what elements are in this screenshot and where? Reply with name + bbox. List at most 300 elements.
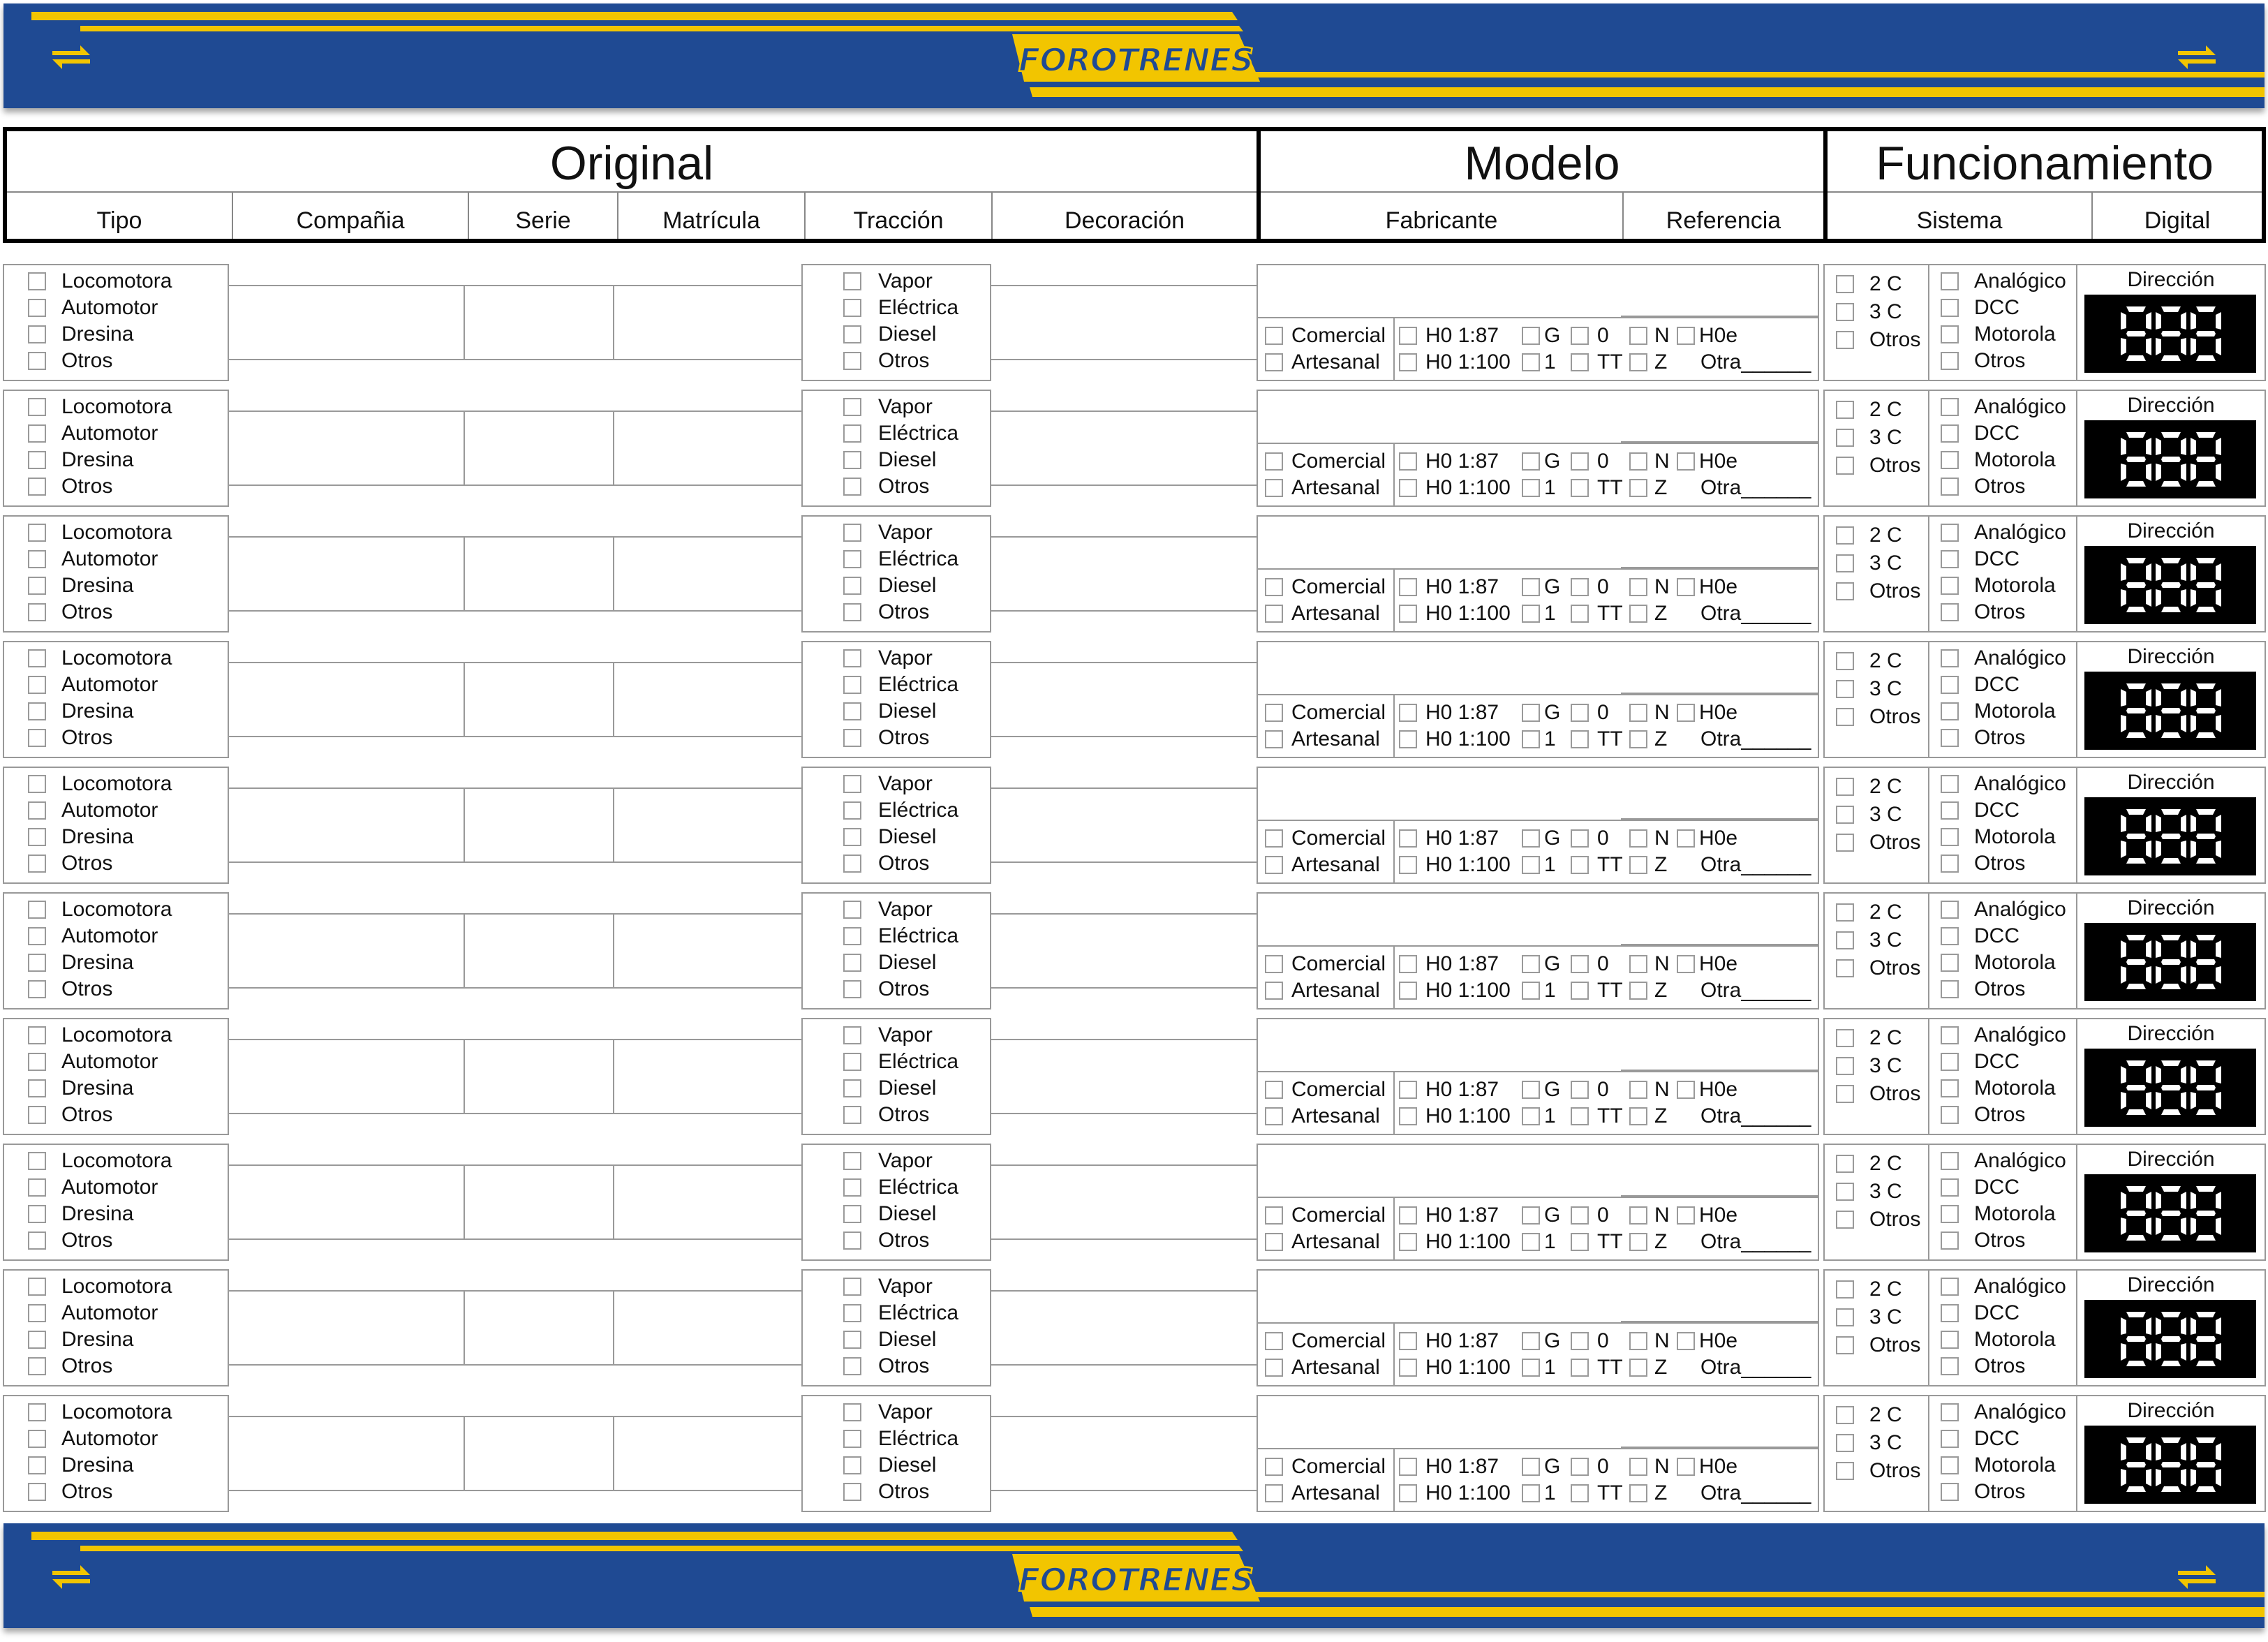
digital-checkbox[interactable] — [1941, 1205, 1959, 1223]
referencia-field[interactable] — [1620, 390, 1819, 443]
digital-checkbox[interactable] — [1941, 299, 1959, 317]
traccion-checkbox[interactable] — [843, 1079, 861, 1097]
address-display[interactable] — [2084, 420, 2256, 498]
escala-checkbox[interactable] — [1571, 856, 1589, 874]
sistema-checkbox[interactable] — [1836, 931, 1854, 949]
compania-field[interactable] — [228, 1164, 465, 1240]
traccion-checkbox[interactable] — [843, 1278, 861, 1296]
fabricante-field[interactable] — [1257, 641, 1621, 695]
tipo-checkbox[interactable] — [28, 1430, 46, 1448]
fabricante-field[interactable] — [1257, 264, 1621, 318]
escala-checkbox[interactable] — [1399, 982, 1417, 1000]
escala-checkbox[interactable] — [1629, 704, 1647, 722]
sistema-checkbox[interactable] — [1836, 652, 1854, 670]
escala-checkbox[interactable] — [1399, 353, 1417, 371]
sistema-checkbox[interactable] — [1836, 680, 1854, 698]
referencia-field[interactable] — [1620, 1395, 1819, 1448]
escala-checkbox[interactable] — [1399, 856, 1417, 874]
escala-checkbox[interactable] — [1522, 955, 1540, 973]
digital-checkbox[interactable] — [1941, 325, 1959, 343]
tipo-checkbox[interactable] — [28, 1304, 46, 1322]
decoracion-field[interactable] — [990, 1290, 1258, 1366]
traccion-checkbox[interactable] — [843, 1331, 861, 1349]
escala-checkbox[interactable] — [1522, 730, 1540, 748]
digital-checkbox[interactable] — [1941, 901, 1959, 919]
escala-checkbox[interactable] — [1571, 1458, 1589, 1476]
traccion-checkbox[interactable] — [843, 676, 861, 694]
origen-checkbox[interactable] — [1265, 1081, 1283, 1099]
escala-checkbox[interactable] — [1399, 452, 1417, 471]
sistema-checkbox[interactable] — [1836, 303, 1854, 321]
escala-checkbox[interactable] — [1571, 1332, 1589, 1350]
serie-field[interactable] — [464, 285, 614, 360]
tipo-checkbox[interactable] — [28, 603, 46, 621]
digital-checkbox[interactable] — [1941, 1456, 1959, 1474]
sistema-checkbox[interactable] — [1836, 1462, 1854, 1480]
escala-checkbox[interactable] — [1522, 1332, 1540, 1350]
traccion-checkbox[interactable] — [843, 980, 861, 998]
digital-checkbox[interactable] — [1941, 550, 1959, 568]
escala-checkbox[interactable] — [1629, 479, 1647, 497]
digital-checkbox[interactable] — [1941, 1053, 1959, 1071]
origen-checkbox[interactable] — [1265, 1332, 1283, 1350]
traccion-checkbox[interactable] — [843, 1357, 861, 1375]
tipo-checkbox[interactable] — [28, 1456, 46, 1474]
sistema-checkbox[interactable] — [1836, 806, 1854, 824]
matricula-field[interactable] — [613, 536, 803, 612]
tipo-checkbox[interactable] — [28, 1483, 46, 1501]
tipo-checkbox[interactable] — [28, 1079, 46, 1097]
traccion-checkbox[interactable] — [843, 325, 861, 343]
escala-checkbox[interactable] — [1629, 327, 1647, 345]
escala-checkbox[interactable] — [1629, 856, 1647, 874]
escala-checkbox[interactable] — [1629, 1206, 1647, 1225]
origen-checkbox[interactable] — [1265, 1359, 1283, 1377]
escala-checkbox[interactable] — [1571, 452, 1589, 471]
tipo-checkbox[interactable] — [28, 954, 46, 972]
compania-field[interactable] — [228, 913, 465, 989]
escala-checkbox[interactable] — [1677, 1081, 1695, 1099]
tipo-checkbox[interactable] — [28, 980, 46, 998]
compania-field[interactable] — [228, 1416, 465, 1491]
referencia-field[interactable] — [1620, 1018, 1819, 1071]
escala-checkbox[interactable] — [1522, 1233, 1540, 1251]
escala-checkbox[interactable] — [1522, 982, 1540, 1000]
digital-checkbox[interactable] — [1941, 1331, 1959, 1349]
tipo-checkbox[interactable] — [28, 1026, 46, 1044]
referencia-field[interactable] — [1620, 1269, 1819, 1322]
tipo-checkbox[interactable] — [28, 550, 46, 568]
escala-checkbox[interactable] — [1522, 479, 1540, 497]
compania-field[interactable] — [228, 410, 465, 486]
digital-checkbox[interactable] — [1941, 478, 1959, 496]
traccion-checkbox[interactable] — [843, 1106, 861, 1124]
digital-checkbox[interactable] — [1941, 927, 1959, 945]
sistema-checkbox[interactable] — [1836, 708, 1854, 726]
decoracion-field[interactable] — [990, 1164, 1258, 1240]
escala-checkbox[interactable] — [1399, 605, 1417, 623]
tipo-checkbox[interactable] — [28, 352, 46, 370]
address-display[interactable] — [2084, 1049, 2256, 1127]
digital-checkbox[interactable] — [1941, 272, 1959, 290]
sistema-checkbox[interactable] — [1836, 834, 1854, 852]
origen-checkbox[interactable] — [1265, 955, 1283, 973]
digital-checkbox[interactable] — [1941, 424, 1959, 443]
fabricante-field[interactable] — [1257, 1269, 1621, 1324]
tipo-checkbox[interactable] — [28, 801, 46, 820]
digital-checkbox[interactable] — [1941, 1079, 1959, 1097]
address-display[interactable] — [2084, 546, 2256, 624]
tipo-checkbox[interactable] — [28, 1357, 46, 1375]
tipo-checkbox[interactable] — [28, 702, 46, 720]
escala-checkbox[interactable] — [1399, 1332, 1417, 1350]
sistema-checkbox[interactable] — [1836, 1406, 1854, 1424]
traccion-checkbox[interactable] — [843, 855, 861, 873]
origen-checkbox[interactable] — [1265, 1484, 1283, 1502]
traccion-checkbox[interactable] — [843, 272, 861, 290]
compania-field[interactable] — [228, 787, 465, 863]
digital-checkbox[interactable] — [1941, 676, 1959, 694]
tipo-checkbox[interactable] — [28, 398, 46, 416]
address-display[interactable] — [2084, 1300, 2256, 1378]
matricula-field[interactable] — [613, 1039, 803, 1114]
traccion-checkbox[interactable] — [843, 1178, 861, 1197]
sistema-checkbox[interactable] — [1836, 401, 1854, 419]
sistema-checkbox[interactable] — [1836, 1434, 1854, 1452]
address-display[interactable] — [2084, 672, 2256, 750]
escala-checkbox[interactable] — [1522, 856, 1540, 874]
fabricante-field[interactable] — [1257, 1395, 1621, 1449]
compania-field[interactable] — [228, 285, 465, 360]
sistema-checkbox[interactable] — [1836, 526, 1854, 545]
decoracion-field[interactable] — [990, 1416, 1258, 1491]
traccion-checkbox[interactable] — [843, 299, 861, 317]
sistema-checkbox[interactable] — [1836, 1211, 1854, 1229]
digital-checkbox[interactable] — [1941, 702, 1959, 720]
escala-checkbox[interactable] — [1522, 578, 1540, 596]
decoracion-field[interactable] — [990, 410, 1258, 486]
fabricante-field[interactable] — [1257, 515, 1621, 570]
digital-checkbox[interactable] — [1941, 980, 1959, 998]
referencia-field[interactable] — [1620, 767, 1819, 820]
traccion-checkbox[interactable] — [843, 1232, 861, 1250]
fabricante-field[interactable] — [1257, 1018, 1621, 1072]
sistema-checkbox[interactable] — [1836, 959, 1854, 977]
escala-checkbox[interactable] — [1522, 1206, 1540, 1225]
sistema-checkbox[interactable] — [1836, 1308, 1854, 1326]
sistema-checkbox[interactable] — [1836, 1155, 1854, 1173]
digital-checkbox[interactable] — [1941, 524, 1959, 542]
fabricante-field[interactable] — [1257, 892, 1621, 947]
digital-checkbox[interactable] — [1941, 1483, 1959, 1501]
escala-checkbox[interactable] — [1571, 1081, 1589, 1099]
escala-checkbox[interactable] — [1522, 605, 1540, 623]
escala-checkbox[interactable] — [1399, 730, 1417, 748]
origen-checkbox[interactable] — [1265, 1107, 1283, 1125]
matricula-field[interactable] — [613, 787, 803, 863]
matricula-field[interactable] — [613, 1416, 803, 1491]
tipo-checkbox[interactable] — [28, 729, 46, 747]
fabricante-field[interactable] — [1257, 767, 1621, 821]
traccion-checkbox[interactable] — [843, 1430, 861, 1448]
address-display[interactable] — [2084, 1426, 2256, 1504]
escala-checkbox[interactable] — [1629, 730, 1647, 748]
serie-field[interactable] — [464, 662, 614, 737]
digital-checkbox[interactable] — [1941, 352, 1959, 370]
address-display[interactable] — [2084, 1174, 2256, 1252]
origen-checkbox[interactable] — [1265, 1206, 1283, 1225]
escala-checkbox[interactable] — [1571, 1359, 1589, 1377]
escala-checkbox[interactable] — [1571, 1484, 1589, 1502]
escala-checkbox[interactable] — [1399, 1206, 1417, 1225]
tipo-checkbox[interactable] — [28, 1152, 46, 1170]
escala-checkbox[interactable] — [1522, 1081, 1540, 1099]
origen-checkbox[interactable] — [1265, 578, 1283, 596]
traccion-checkbox[interactable] — [843, 1483, 861, 1501]
digital-checkbox[interactable] — [1941, 1304, 1959, 1322]
escala-checkbox[interactable] — [1399, 1233, 1417, 1251]
tipo-checkbox[interactable] — [28, 1232, 46, 1250]
sistema-checkbox[interactable] — [1836, 582, 1854, 600]
escala-checkbox[interactable] — [1399, 1484, 1417, 1502]
tipo-checkbox[interactable] — [28, 1331, 46, 1349]
escala-checkbox[interactable] — [1571, 1206, 1589, 1225]
traccion-checkbox[interactable] — [843, 424, 861, 443]
decoracion-field[interactable] — [990, 1039, 1258, 1114]
tipo-checkbox[interactable] — [28, 1278, 46, 1296]
digital-checkbox[interactable] — [1941, 775, 1959, 793]
escala-checkbox[interactable] — [1677, 1332, 1695, 1350]
decoracion-field[interactable] — [990, 787, 1258, 863]
escala-checkbox[interactable] — [1399, 327, 1417, 345]
fabricante-field[interactable] — [1257, 1144, 1621, 1198]
escala-checkbox[interactable] — [1677, 704, 1695, 722]
origen-checkbox[interactable] — [1265, 327, 1283, 345]
matricula-field[interactable] — [613, 285, 803, 360]
escala-checkbox[interactable] — [1629, 1081, 1647, 1099]
matricula-field[interactable] — [613, 1290, 803, 1366]
traccion-checkbox[interactable] — [843, 524, 861, 542]
matricula-field[interactable] — [613, 1164, 803, 1240]
sistema-checkbox[interactable] — [1836, 1085, 1854, 1103]
digital-checkbox[interactable] — [1941, 1430, 1959, 1448]
traccion-checkbox[interactable] — [843, 603, 861, 621]
digital-checkbox[interactable] — [1941, 801, 1959, 820]
compania-field[interactable] — [228, 662, 465, 737]
digital-checkbox[interactable] — [1941, 398, 1959, 416]
tipo-checkbox[interactable] — [28, 272, 46, 290]
decoracion-field[interactable] — [990, 913, 1258, 989]
escala-checkbox[interactable] — [1399, 955, 1417, 973]
tipo-checkbox[interactable] — [28, 649, 46, 667]
origen-checkbox[interactable] — [1265, 1233, 1283, 1251]
traccion-checkbox[interactable] — [843, 478, 861, 496]
escala-checkbox[interactable] — [1677, 829, 1695, 848]
escala-checkbox[interactable] — [1571, 353, 1589, 371]
escala-checkbox[interactable] — [1571, 982, 1589, 1000]
escala-checkbox[interactable] — [1571, 479, 1589, 497]
escala-checkbox[interactable] — [1522, 1484, 1540, 1502]
tipo-checkbox[interactable] — [28, 1403, 46, 1421]
sistema-checkbox[interactable] — [1836, 429, 1854, 447]
traccion-checkbox[interactable] — [843, 352, 861, 370]
escala-checkbox[interactable] — [1629, 1107, 1647, 1125]
escala-checkbox[interactable] — [1629, 452, 1647, 471]
sistema-checkbox[interactable] — [1836, 1336, 1854, 1354]
traccion-checkbox[interactable] — [843, 1304, 861, 1322]
traccion-checkbox[interactable] — [843, 649, 861, 667]
escala-checkbox[interactable] — [1629, 829, 1647, 848]
tipo-checkbox[interactable] — [28, 451, 46, 469]
escala-checkbox[interactable] — [1571, 1233, 1589, 1251]
decoracion-field[interactable] — [990, 536, 1258, 612]
escala-checkbox[interactable] — [1571, 605, 1589, 623]
traccion-checkbox[interactable] — [843, 801, 861, 820]
digital-checkbox[interactable] — [1941, 1357, 1959, 1375]
escala-checkbox[interactable] — [1571, 578, 1589, 596]
traccion-checkbox[interactable] — [843, 954, 861, 972]
origen-checkbox[interactable] — [1265, 730, 1283, 748]
address-display[interactable] — [2084, 923, 2256, 1001]
referencia-field[interactable] — [1620, 264, 1819, 317]
tipo-checkbox[interactable] — [28, 577, 46, 595]
escala-checkbox[interactable] — [1399, 1107, 1417, 1125]
serie-field[interactable] — [464, 1416, 614, 1491]
tipo-checkbox[interactable] — [28, 1053, 46, 1071]
sistema-checkbox[interactable] — [1836, 1057, 1854, 1075]
escala-checkbox[interactable] — [1522, 1458, 1540, 1476]
sistema-checkbox[interactable] — [1836, 1029, 1854, 1047]
digital-checkbox[interactable] — [1941, 577, 1959, 595]
address-display[interactable] — [2084, 797, 2256, 875]
traccion-checkbox[interactable] — [843, 775, 861, 793]
matricula-field[interactable] — [613, 662, 803, 737]
escala-checkbox[interactable] — [1399, 479, 1417, 497]
traccion-checkbox[interactable] — [843, 1152, 861, 1170]
escala-checkbox[interactable] — [1522, 1107, 1540, 1125]
escala-checkbox[interactable] — [1399, 704, 1417, 722]
tipo-checkbox[interactable] — [28, 1178, 46, 1197]
traccion-checkbox[interactable] — [843, 927, 861, 945]
fabricante-field[interactable] — [1257, 390, 1621, 444]
escala-checkbox[interactable] — [1677, 452, 1695, 471]
tipo-checkbox[interactable] — [28, 775, 46, 793]
tipo-checkbox[interactable] — [28, 855, 46, 873]
traccion-checkbox[interactable] — [843, 1205, 861, 1223]
escala-checkbox[interactable] — [1629, 1332, 1647, 1350]
escala-checkbox[interactable] — [1629, 982, 1647, 1000]
digital-checkbox[interactable] — [1941, 649, 1959, 667]
escala-checkbox[interactable] — [1629, 1359, 1647, 1377]
escala-checkbox[interactable] — [1629, 605, 1647, 623]
origen-checkbox[interactable] — [1265, 353, 1283, 371]
origen-checkbox[interactable] — [1265, 704, 1283, 722]
digital-checkbox[interactable] — [1941, 603, 1959, 621]
digital-checkbox[interactable] — [1941, 828, 1959, 846]
compania-field[interactable] — [228, 1039, 465, 1114]
escala-checkbox[interactable] — [1677, 955, 1695, 973]
compania-field[interactable] — [228, 536, 465, 612]
serie-field[interactable] — [464, 1290, 614, 1366]
origen-checkbox[interactable] — [1265, 982, 1283, 1000]
escala-checkbox[interactable] — [1399, 1081, 1417, 1099]
tipo-checkbox[interactable] — [28, 478, 46, 496]
traccion-checkbox[interactable] — [843, 702, 861, 720]
referencia-field[interactable] — [1620, 641, 1819, 694]
origen-checkbox[interactable] — [1265, 829, 1283, 848]
sistema-checkbox[interactable] — [1836, 778, 1854, 796]
escala-checkbox[interactable] — [1629, 353, 1647, 371]
digital-checkbox[interactable] — [1941, 1152, 1959, 1170]
escala-checkbox[interactable] — [1629, 578, 1647, 596]
sistema-checkbox[interactable] — [1836, 1280, 1854, 1299]
escala-checkbox[interactable] — [1677, 1206, 1695, 1225]
digital-checkbox[interactable] — [1941, 729, 1959, 747]
tipo-checkbox[interactable] — [28, 927, 46, 945]
tipo-checkbox[interactable] — [28, 424, 46, 443]
tipo-checkbox[interactable] — [28, 325, 46, 343]
serie-field[interactable] — [464, 1164, 614, 1240]
escala-checkbox[interactable] — [1522, 1359, 1540, 1377]
referencia-field[interactable] — [1620, 892, 1819, 945]
escala-checkbox[interactable] — [1629, 1458, 1647, 1476]
referencia-field[interactable] — [1620, 515, 1819, 568]
digital-checkbox[interactable] — [1941, 855, 1959, 873]
escala-checkbox[interactable] — [1677, 1458, 1695, 1476]
escala-checkbox[interactable] — [1399, 1359, 1417, 1377]
escala-checkbox[interactable] — [1399, 578, 1417, 596]
traccion-checkbox[interactable] — [843, 398, 861, 416]
tipo-checkbox[interactable] — [28, 299, 46, 317]
traccion-checkbox[interactable] — [843, 451, 861, 469]
serie-field[interactable] — [464, 1039, 614, 1114]
tipo-checkbox[interactable] — [28, 524, 46, 542]
matricula-field[interactable] — [613, 913, 803, 989]
serie-field[interactable] — [464, 913, 614, 989]
escala-checkbox[interactable] — [1522, 829, 1540, 848]
digital-checkbox[interactable] — [1941, 1403, 1959, 1421]
escala-checkbox[interactable] — [1522, 704, 1540, 722]
tipo-checkbox[interactable] — [28, 828, 46, 846]
escala-checkbox[interactable] — [1629, 1233, 1647, 1251]
escala-checkbox[interactable] — [1571, 1107, 1589, 1125]
escala-checkbox[interactable] — [1571, 829, 1589, 848]
matricula-field[interactable] — [613, 410, 803, 486]
escala-checkbox[interactable] — [1571, 730, 1589, 748]
tipo-checkbox[interactable] — [28, 901, 46, 919]
traccion-checkbox[interactable] — [843, 550, 861, 568]
escala-checkbox[interactable] — [1629, 955, 1647, 973]
escala-checkbox[interactable] — [1571, 704, 1589, 722]
referencia-field[interactable] — [1620, 1144, 1819, 1197]
escala-checkbox[interactable] — [1522, 327, 1540, 345]
traccion-checkbox[interactable] — [843, 729, 861, 747]
tipo-checkbox[interactable] — [28, 676, 46, 694]
escala-checkbox[interactable] — [1399, 829, 1417, 848]
origen-checkbox[interactable] — [1265, 479, 1283, 497]
sistema-checkbox[interactable] — [1836, 457, 1854, 475]
compania-field[interactable] — [228, 1290, 465, 1366]
digital-checkbox[interactable] — [1941, 1278, 1959, 1296]
traccion-checkbox[interactable] — [843, 828, 861, 846]
escala-checkbox[interactable] — [1677, 327, 1695, 345]
address-display[interactable] — [2084, 295, 2256, 373]
sistema-checkbox[interactable] — [1836, 275, 1854, 293]
sistema-checkbox[interactable] — [1836, 331, 1854, 349]
digital-checkbox[interactable] — [1941, 954, 1959, 972]
traccion-checkbox[interactable] — [843, 1026, 861, 1044]
escala-checkbox[interactable] — [1571, 955, 1589, 973]
